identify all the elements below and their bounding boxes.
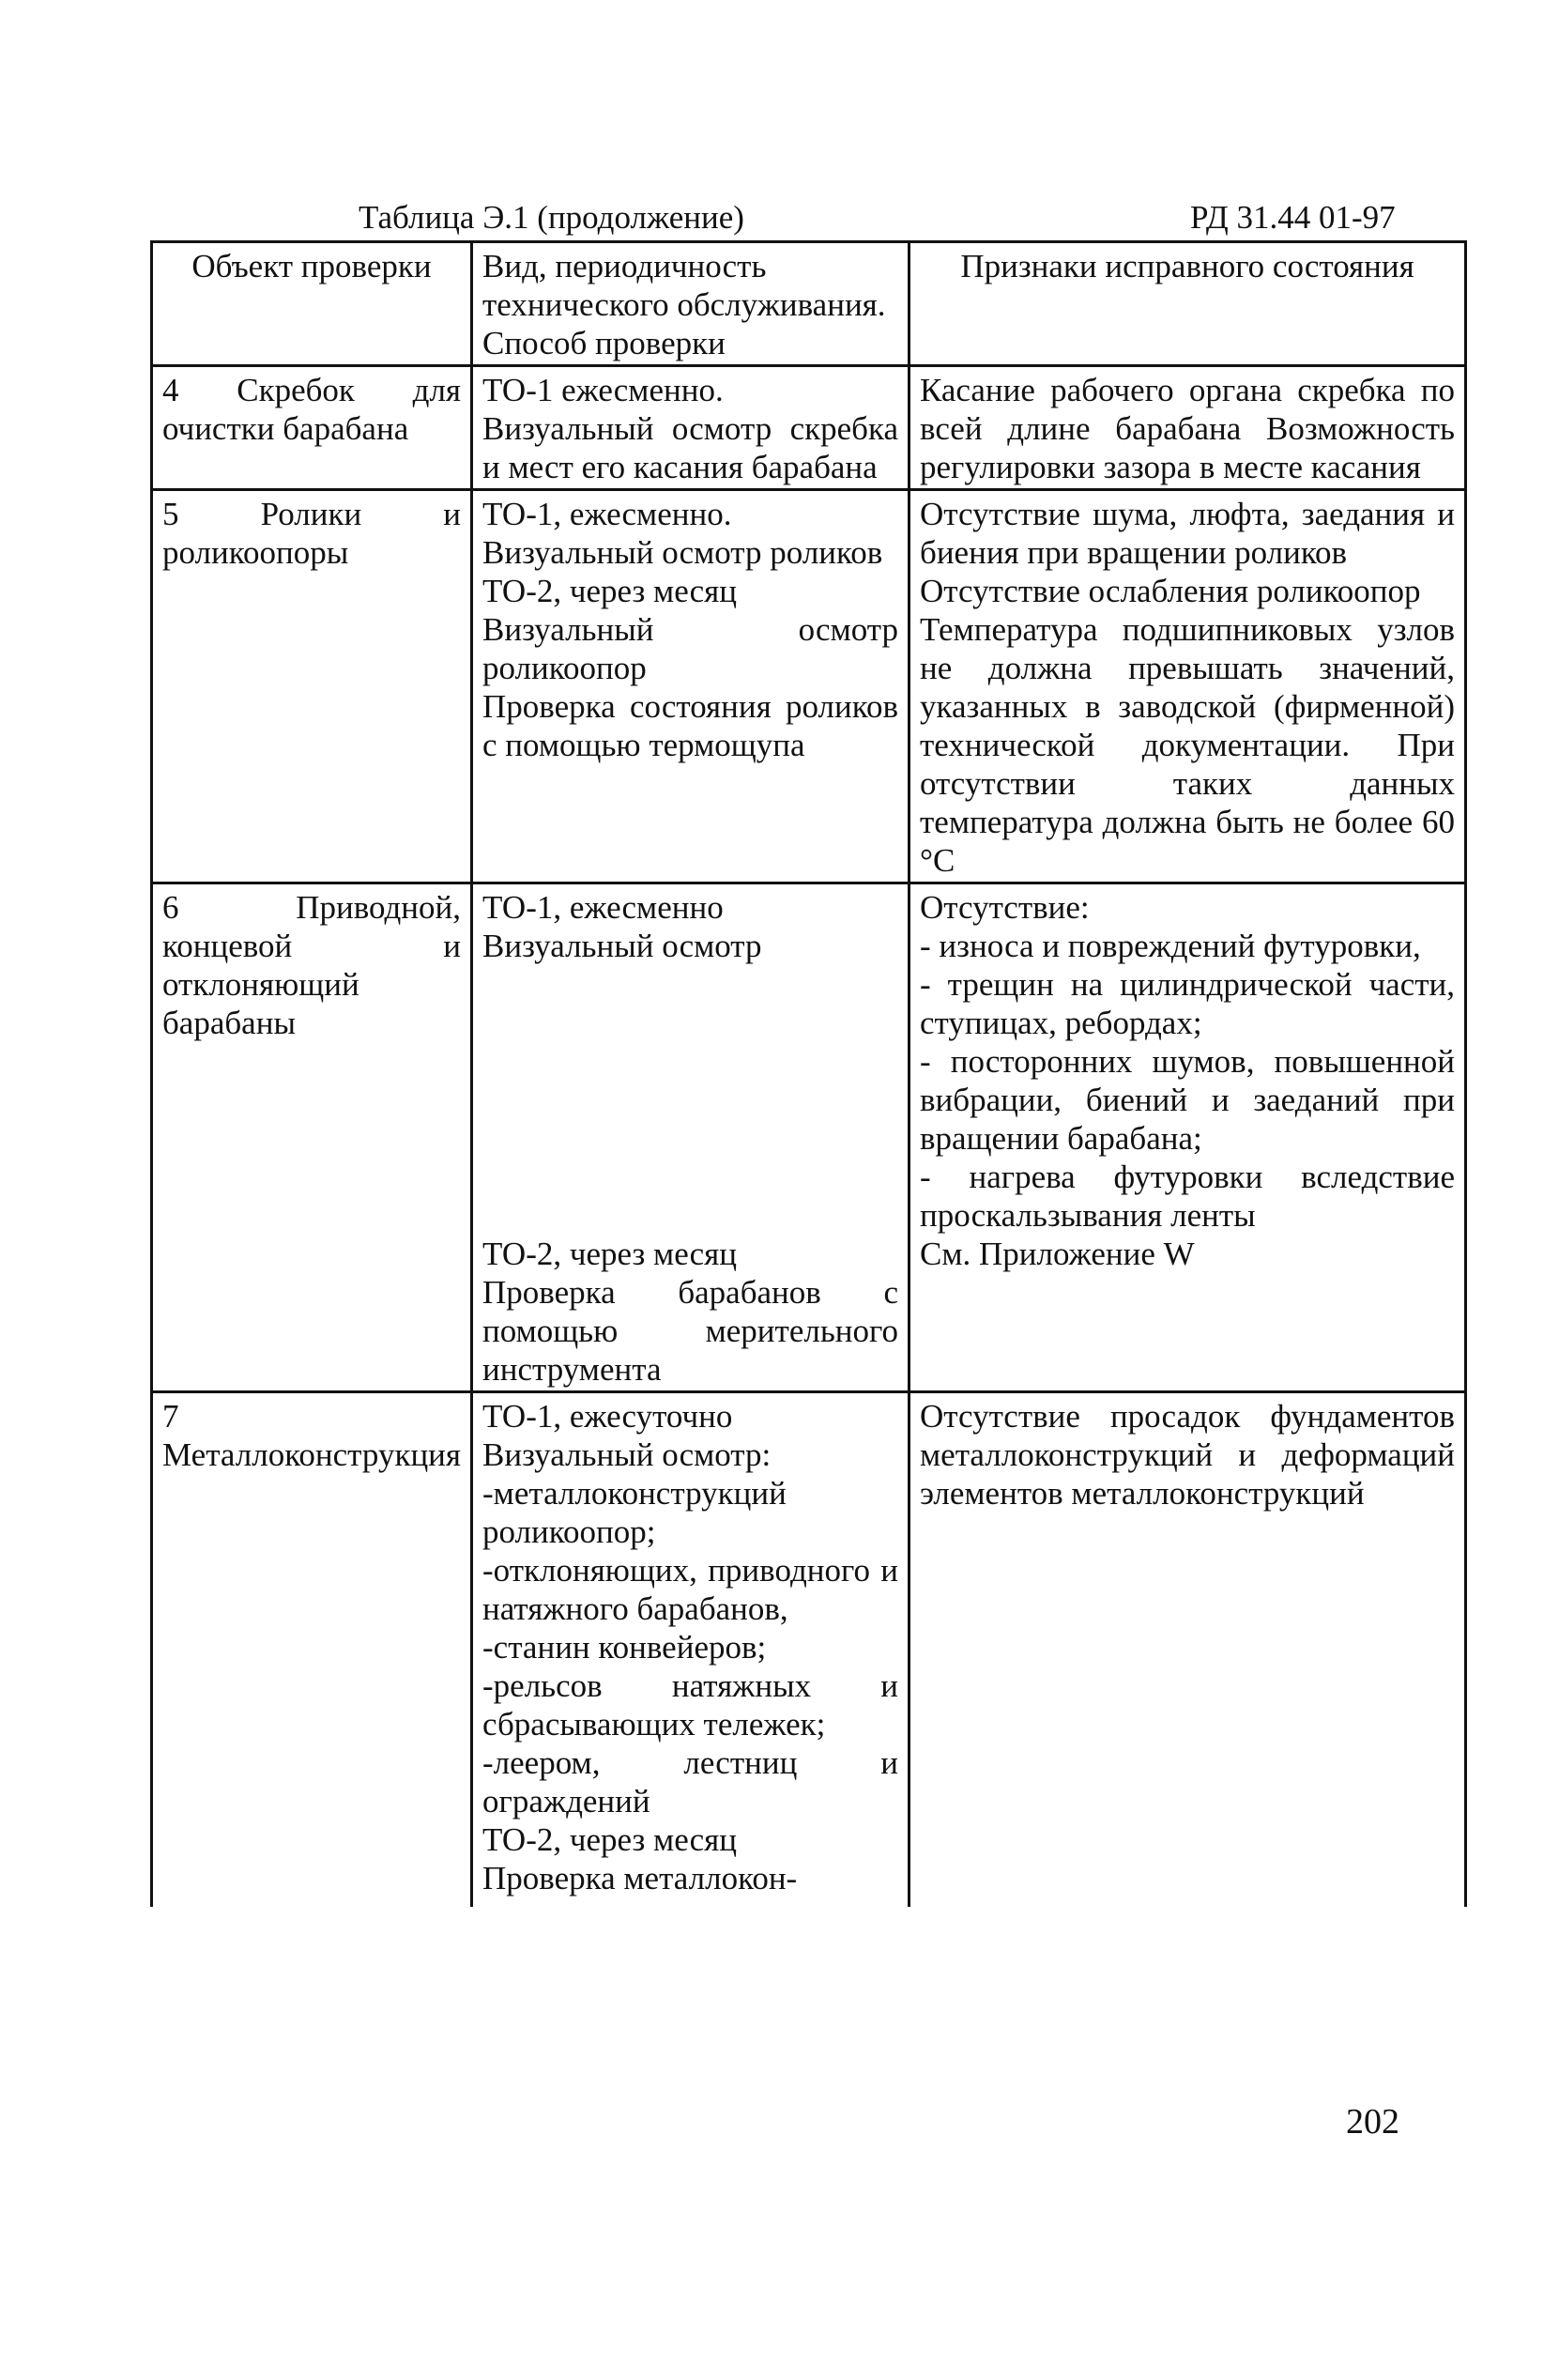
method-line: -рельсов натяжных и сбрасывающих тележек;	[482, 1667, 899, 1743]
table-row	[152, 883, 1466, 1392]
inspection-table	[150, 240, 1467, 1907]
column-header-object: Объект проверки	[152, 242, 472, 366]
criteria-line: - трещин на цилиндрической части, ступицах, ребордах;	[920, 966, 1456, 1041]
column-header-method: Вид, периодичность технического обслуживания. Способ проверки	[472, 242, 909, 366]
row-criteria-cell	[909, 883, 1466, 1392]
page-number: 202	[1346, 2102, 1399, 2142]
criteria-line: Отсутствие просадок фундаментов металлоконструкций и деформаций элементов металлоконструкций	[920, 1398, 1456, 1512]
method-line: Визуальный осмотр роликоопор	[482, 611, 899, 686]
method-line: -леером, лестниц и ограждений	[482, 1744, 899, 1820]
row-criteria-cell	[909, 490, 1466, 883]
column-header-criteria: Признаки исправного состояния	[909, 242, 1466, 366]
table-row	[152, 1392, 1466, 1908]
spacer	[482, 965, 898, 1158]
spacer	[482, 1196, 898, 1235]
row-criteria-cell	[909, 1392, 1466, 1908]
criteria-line: Отсутствие:	[920, 889, 1090, 926]
method-line: Визуальный осмотр скребка и мест его касания барабана	[482, 410, 899, 485]
row-object-cell: 7 Металлоконструкция	[152, 1392, 472, 1908]
row-object-cell: 4 Скребок для очистки барабана	[152, 366, 472, 490]
method-line: Проверка барабанов с помощью мерительного инструмента	[482, 1274, 899, 1388]
criteria-line: Отсутствие шума, люфта, заедания и биения при вращении роликов	[920, 496, 1456, 571]
method-line: ТО-2, через месяц	[482, 1821, 737, 1858]
method-line: Проверка металлокон-	[482, 1860, 798, 1896]
method-line: -металлоконструкций роликоопор;	[482, 1475, 787, 1550]
method-line: -отклоняющих, приводного и натяжного барабанов,	[482, 1552, 899, 1627]
criteria-line: - нагрева футуровки вследствие проскальзывания ленты	[920, 1159, 1456, 1234]
method-line: -станин конвейеров;	[482, 1629, 767, 1666]
criteria-line: Отсутствие ослабления роликоопор	[920, 573, 1421, 609]
method-line: ТО-2, через месяц	[482, 1236, 737, 1272]
method-line: ТО-1, ежесменно	[482, 889, 724, 926]
table-title: Таблица Э.1 (продолжение)	[359, 199, 744, 236]
document-code: РД 31.44 01-97	[1190, 199, 1396, 236]
row-criteria-cell	[909, 366, 1466, 490]
method-line: ТО-1 ежесменно.	[482, 372, 724, 408]
criteria-line: - посторонних шумов, повышенной вибрации, биений и заеданий при вращении барабана;	[920, 1043, 1456, 1157]
method-line: Визуальный осмотр роликов	[482, 534, 883, 571]
table-row	[152, 366, 1466, 490]
method-line: Визуальный осмотр	[482, 928, 762, 964]
method-line: Проверка состояния роликов с помощью термощупа	[482, 688, 899, 763]
table-header-row	[152, 242, 1466, 366]
spacer	[482, 1158, 898, 1196]
row-method-cell	[472, 883, 909, 1392]
criteria-line: Температура подшипниковых узлов не должна превышать значений, указанных в заводской (фирменной) технической документации. При отсутствии таких данных температура должна быть не более 60 °С	[920, 611, 1456, 879]
row-method-cell	[472, 366, 909, 490]
row-object-cell: 5 Ролики и роликоопоры	[152, 490, 472, 883]
row-object-cell: 6 Приводной, концевой и отклоняющий барабаны	[152, 883, 472, 1392]
method-line: ТО-2, через месяц	[482, 573, 737, 609]
method-line: ТО-1, ежесменно.	[482, 496, 732, 532]
criteria-line: Касание рабочего органа скребка по всей длине барабана Возможность регулировки зазора в месте касания	[920, 372, 1456, 485]
row-method-cell	[472, 1392, 909, 1908]
row-method-cell	[472, 490, 909, 883]
table-row	[152, 490, 1466, 883]
criteria-line: См. Приложение W	[920, 1236, 1195, 1272]
method-line: Визуальный осмотр:	[482, 1436, 772, 1473]
method-line: ТО-1, ежесуточно	[482, 1398, 733, 1435]
criteria-line: - износа и повреждений футуровки,	[920, 928, 1421, 964]
